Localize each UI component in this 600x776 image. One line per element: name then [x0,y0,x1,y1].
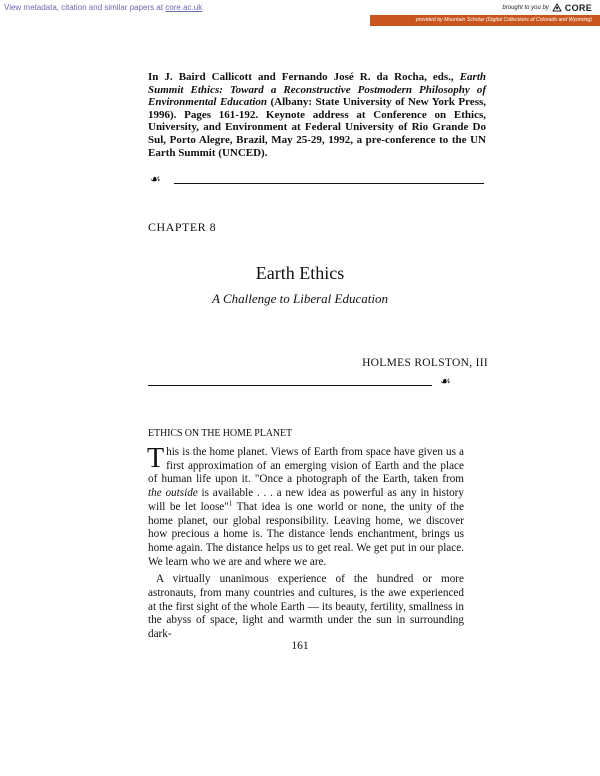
core-banner [0,0,600,28]
paragraph-text: is available . . . a new idea as powerful as any in history will be let loose" [148,487,465,513]
chapter-subtitle: A Challenge to Liberal Education [212,291,388,306]
metadata-link-line [4,3,202,12]
paragraph: A virtually unanimous experience of the hundred or more astronauts, from many countries and cultures, is the awe experienced at the first sight of the whole Earth — its beauty, fertility, smallness in the abyss of space, light and warmth under the sun in surrounding dark- [148,573,464,641]
footnote-marker[interactable]: 1 [228,499,233,508]
paragraph [147,443,465,569]
citation-intro: In J. Baird Callicott and Fernando José R. da Rocha, eds., [148,71,454,83]
citation-book-title: Earth Summit Ethics: Toward a Reconstructive Postmodern Philosophy of Environmental Education [148,71,486,109]
chapter-label: CHAPTER 8 [148,220,217,234]
core-link[interactable]: core.ac.uk [165,3,203,12]
ornament-icon: ☙ [440,374,451,388]
divider-rule-top [174,183,484,184]
paragraph-text: That idea is one world or none, the unity of the home planet, our global responsibility. Leaving home, we discover how precious a home is. The distance lends enchantment, brings us home again. The distance helps us to get real. We get put in our place. We learn who we are and where we are. [148,500,464,568]
divider-rule-bottom [148,385,432,386]
provided-by-bar[interactable]: provided by Mountain Scholar (Digital Collections of Colorado and Wyoming) [370,15,600,26]
core-logo-text: CORE [564,3,592,13]
ornament-icon: ☙ [150,172,161,186]
core-logo-icon [552,2,562,14]
citation-rest: (Albany: State University of New York Press, 1996). Pages 161-192. Keynote address at Conference on Ethics, University, and Environment at Federal University of Rio Grande Do Sul, Porto Alegre, Brazil, May 25-29, 1992, a pre-conference to the UN Earth Summit (UNCED). [148,96,486,159]
brought-to-you-text: brought to you by [502,5,549,11]
citation-note [148,71,486,159]
author-name: HOLMES ROLSTON, III [362,357,488,369]
paragraph-italic: the outside [148,487,198,500]
section-heading: ETHICS ON THE HOME PLANET [148,428,292,439]
core-branding[interactable] [502,2,592,14]
body-text [147,443,465,646]
drop-cap: T [147,443,165,474]
page-number: 161 [291,640,309,652]
metadata-link-text: View metadata, citation and similar papers at [4,3,164,12]
paragraph-text: his is the home planet. Views of Earth from space have given us a first approximation of an emerging vision of Earth and the place of human life upon it. "Once a photograph of the Earth, taken from [148,446,464,486]
chapter-title: Earth Ethics [255,263,345,283]
